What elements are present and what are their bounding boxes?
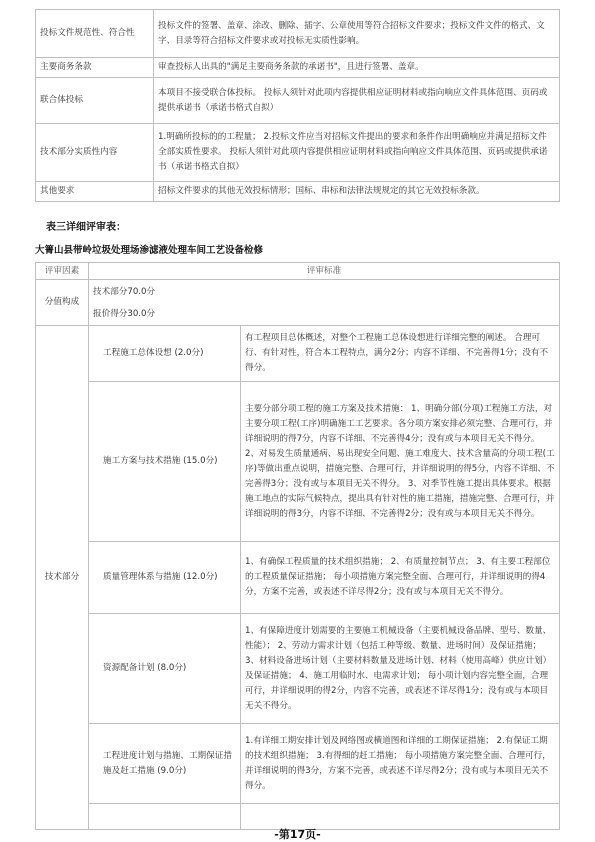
item-content: 有工程项目总体概述，对整个工程施工总体设想进行详细完整的阐述。 合理可行、有针对性，符合本工程特点，满分2分；内容不详细、不完善得1分；没有不得分。 bbox=[241, 326, 560, 382]
table-row bbox=[36, 326, 560, 382]
item-name: 资源配备计划 (8.0分) bbox=[89, 614, 241, 724]
table-row bbox=[36, 542, 560, 614]
table-row bbox=[36, 182, 560, 202]
row-label: 投标文件规范性、符合性 bbox=[36, 10, 154, 58]
row-label: 其他要求 bbox=[36, 182, 154, 202]
section-title: 表三详细评审表： bbox=[46, 222, 126, 233]
page-number: -第17页- bbox=[274, 828, 321, 841]
row-content: 1.明确所投标的的工程量； 2.投标文件应当对招标文件提出的要求和条件作出明确响应并满足招标文件全部实质性要求。 投标人须针对此项内容提供相应证明材料或指向响应文件具体范围、页码或提供承诺书（承诺书格式自拟） bbox=[154, 124, 560, 182]
table-row bbox=[36, 382, 560, 542]
row-label: 主要商务条款 bbox=[36, 58, 154, 78]
project-title: 大箐山县带岭垃圾处理场渗滤液处理车间工艺设备检修 bbox=[35, 245, 264, 256]
score-label: 分值构成 bbox=[36, 280, 89, 326]
item-name: 施工方案与技术措施 (15.0分) bbox=[89, 382, 241, 542]
row-label: 技术部分实质性内容 bbox=[36, 124, 154, 182]
qualification-table bbox=[35, 9, 560, 202]
table-row bbox=[36, 124, 560, 182]
row-content: 招标文件要求的其他无效投标情形；国标、串标和法律法规规定的其它无效投标条款。 bbox=[154, 182, 560, 202]
item-name: 质量管理体系与措施 (12.0分) bbox=[89, 542, 241, 614]
item-content: 1、有保障进度计划需要的主要施工机械设备（主要机械设备品牌、型号、数量、性能）； 2、劳动力需求计划（包括工种等级、数量、进场时间）及保证措施； 3、材料设备进场计划（主要材料数量及进场计划、材料（使用高峰）供应计划）及保证措施； 4、施工用临时水、电需求计划； 每小项计划内容完整全面，合理可行，并详细说明的得2分，内容不完善，或表述不详尽得1分；没有或与本项目无关不得分。 bbox=[241, 614, 560, 724]
table-row bbox=[36, 724, 560, 804]
table-row bbox=[36, 58, 560, 78]
item-content: 1.有详细工期安排计划及网络图或横道图和详细的工期保证措施； 2.有保证工期的技术组织措施； 3.有得细的赶工措施； 每小项措施方案完整全面、合理可行，并详细说明的得3分，方案不完善，或表述不详尽得2分；没有或与本项目无关不得分。 bbox=[241, 724, 560, 804]
row-content: 本项目不接受联合体投标。 投标人须针对此项内容提供相应证明材料或指向响应文件具体范围、页码或提供承诺书（承诺书格式自拟） bbox=[154, 78, 560, 124]
score-price: 报价得分30.0分 bbox=[93, 308, 156, 319]
item-content: 主要分部分项工程的施工方案及技术措施： 1、明确分部(分项)工程施工方法，对主要分项工程(工序)明确施工工艺要求。各分项方案安排必须完整、合理可行，并详细说明的得7分，内容不详细、不完善得4分；没有或与本项目无关不得分。 2、对易发生质量通病、易出现安全问题、施工难度大、技术含量高的分项工程(工序)等做出重点说明，措施完整、合理可行，并详细说明的得5分，内容不详细、不完善得3分；没有或与本项目无关不得分。 3、对季节性施工提出具体要求。根据施工地点的实际气候特点，提出具有针对性的施工措施，措施完整、合理可行，并详细说明的得3分，内容不详细、不完善得2分；没有或与本项目无关不得分。 bbox=[241, 382, 560, 542]
score-row bbox=[36, 280, 560, 326]
item-name: 工程进度计划与措施、工期保证措施及赶工措施 (9.0分) bbox=[89, 724, 241, 804]
table-row bbox=[36, 10, 560, 58]
table-header-row bbox=[36, 263, 560, 280]
score-tech: 技术部分70.0分 bbox=[93, 286, 156, 297]
tech-label: 技术部分 bbox=[36, 326, 89, 830]
header-factor: 评审因素 bbox=[36, 263, 89, 280]
row-label: 联合体投标 bbox=[36, 78, 154, 124]
item-name: 工程施工总体设想 (2.0分) bbox=[89, 326, 241, 382]
row-content: 审查投标人出具的"满足主要商务条款的承诺书"，且进行签署、盖章。 bbox=[154, 58, 560, 78]
row-content: 投标文件的签署、盖章、涂改、删除、插字、公章使用等符合招标文件要求；投标文件文件的格式、文字、目录等符合招标文件要求或对投标无实质性影响。 bbox=[154, 10, 560, 58]
item-content: 1、有确保工程质量的技术组织措施； 2、有质量控制节点； 3、有主要工程部位的工程质量保证措施； 每小项措施方案完整全面、合理可行，并详细说明的得4分，方案不完善，或表述不详尽得2分；没有或与本项目无关不得分。 bbox=[241, 542, 560, 614]
score-content bbox=[89, 280, 560, 326]
table-row bbox=[36, 78, 560, 124]
header-standard: 评审标准 bbox=[89, 263, 560, 280]
detailed-review-table bbox=[35, 262, 560, 830]
table-row bbox=[36, 614, 560, 724]
